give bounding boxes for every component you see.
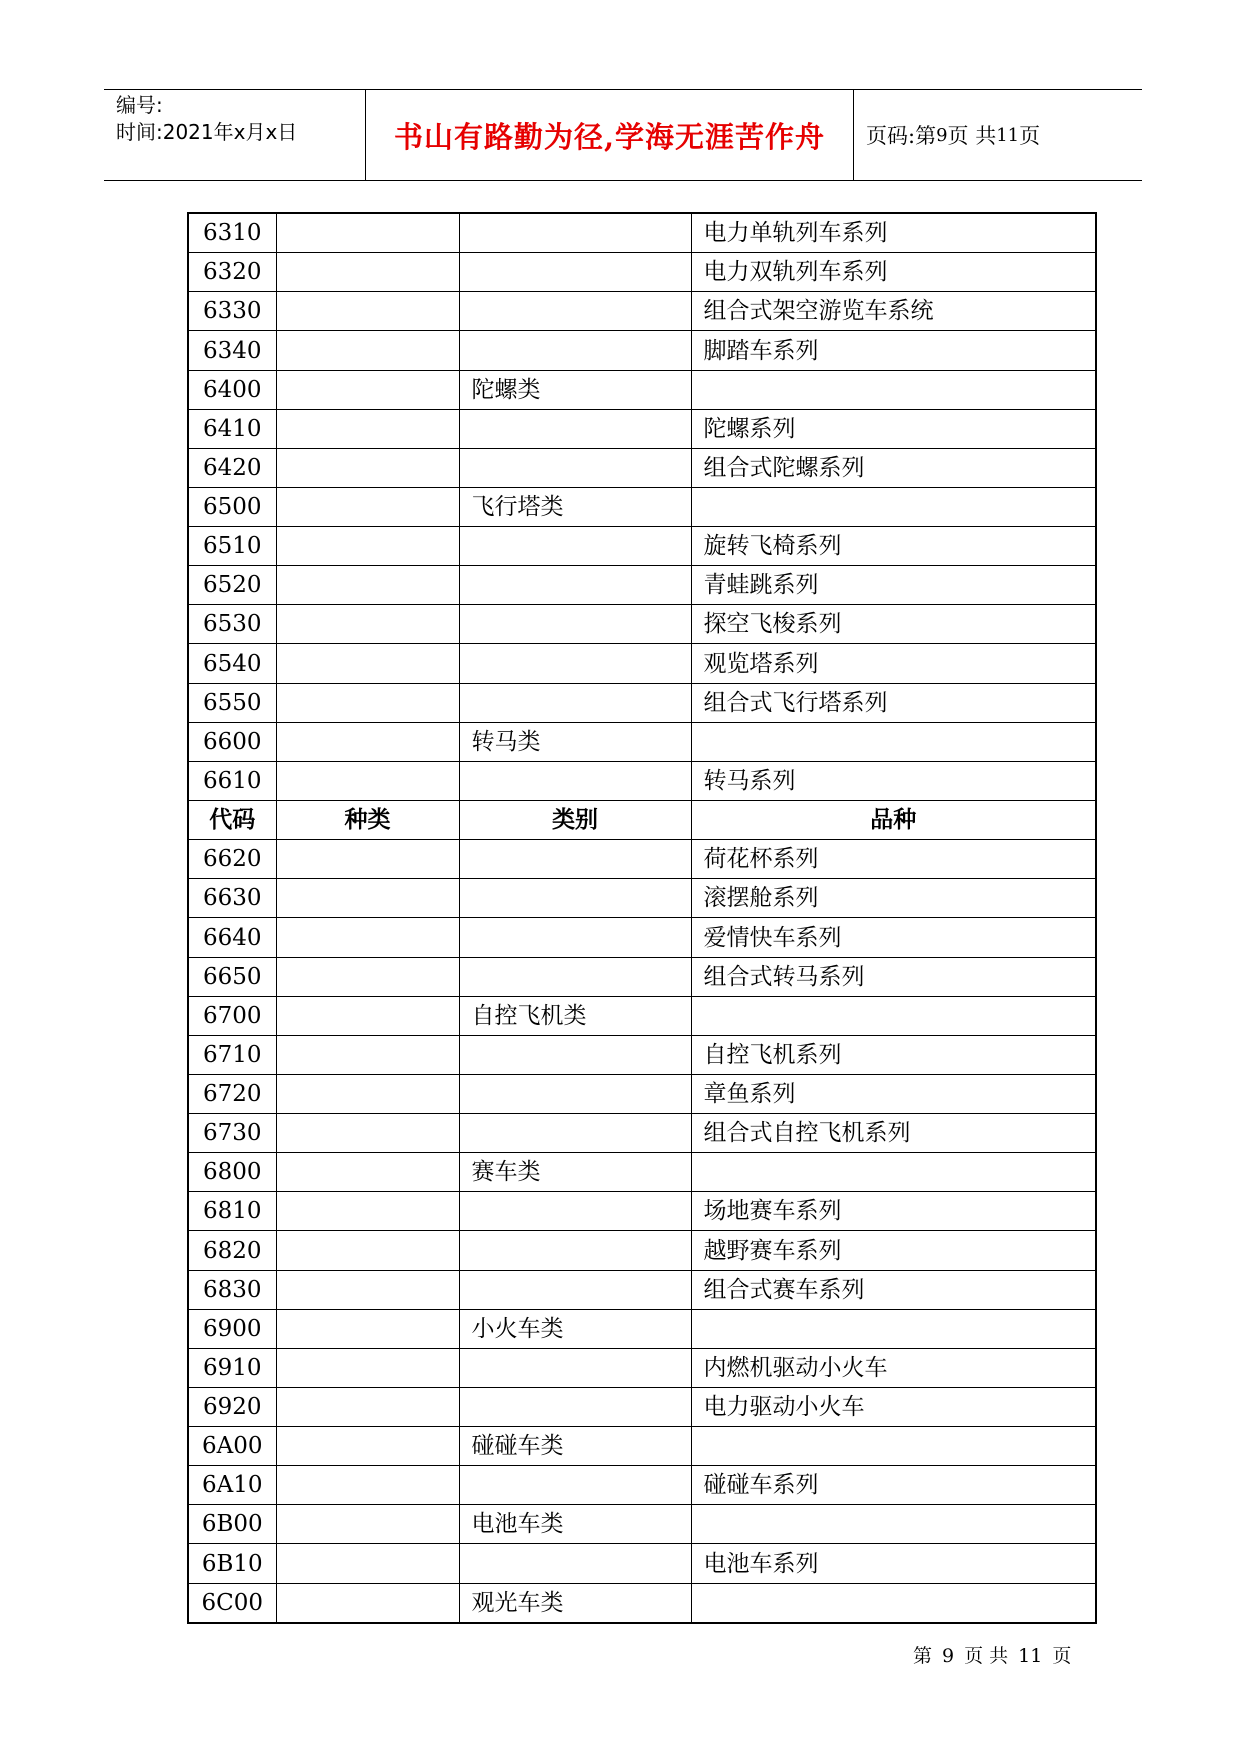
cell-code: 6820 — [188, 1231, 276, 1270]
cell-variety: 荷花杯系列 — [691, 840, 1096, 879]
cell-code: 6340 — [188, 331, 276, 370]
cell-variety: 场地赛车系列 — [691, 1192, 1096, 1231]
page-number: 9 — [936, 124, 948, 146]
cell-kind — [276, 996, 459, 1035]
cell-kind — [276, 1035, 459, 1074]
cell-code: 6400 — [188, 370, 276, 409]
table-header-row — [188, 801, 1096, 840]
cell-code: 6700 — [188, 996, 276, 1035]
cell-category — [459, 1387, 691, 1426]
footer-prefix: 第 — [913, 1645, 933, 1667]
cell-code: 6910 — [188, 1348, 276, 1387]
cell-code: 6650 — [188, 957, 276, 996]
cell-code: 6920 — [188, 1387, 276, 1426]
cell-code: 6A10 — [188, 1466, 276, 1505]
header-code: 代码 — [188, 801, 276, 840]
cell-code: 6B10 — [188, 1544, 276, 1583]
cell-kind — [276, 1583, 459, 1623]
cell-variety: 观览塔系列 — [691, 644, 1096, 683]
table-row — [188, 957, 1096, 996]
cell-kind — [276, 1192, 459, 1231]
cell-category — [459, 1114, 691, 1153]
cell-variety: 滚摆舱系列 — [691, 879, 1096, 918]
table-row — [188, 370, 1096, 409]
cell-variety — [691, 1153, 1096, 1192]
cell-category — [459, 761, 691, 800]
table-row — [188, 879, 1096, 918]
header-meta — [104, 90, 366, 180]
cell-variety: 章鱼系列 — [691, 1074, 1096, 1113]
cell-variety: 内燃机驱动小火车 — [691, 1348, 1096, 1387]
table-row — [188, 1466, 1096, 1505]
table-row — [188, 1387, 1096, 1426]
cell-code: 6640 — [188, 918, 276, 957]
cell-variety: 电力双轨列车系列 — [691, 253, 1096, 292]
cell-kind — [276, 761, 459, 800]
cell-kind — [276, 1387, 459, 1426]
cell-variety: 旋转飞椅系列 — [691, 527, 1096, 566]
cell-variety — [691, 487, 1096, 526]
cell-code: 6310 — [188, 213, 276, 253]
cell-category: 赛车类 — [459, 1153, 691, 1192]
cell-kind — [276, 448, 459, 487]
cell-category — [459, 409, 691, 448]
cell-code: 6540 — [188, 644, 276, 683]
footer-page-total: 11 — [1018, 1645, 1043, 1667]
cell-category: 陀螺类 — [459, 370, 691, 409]
table-row — [188, 1544, 1096, 1583]
cell-variety — [691, 1427, 1096, 1466]
cell-category — [459, 253, 691, 292]
cell-category — [459, 527, 691, 566]
cell-category: 观光车类 — [459, 1583, 691, 1623]
cell-category — [459, 1348, 691, 1387]
table-row — [188, 1074, 1096, 1113]
cell-kind — [276, 722, 459, 761]
cell-variety — [691, 996, 1096, 1035]
cell-kind — [276, 331, 459, 370]
cell-category — [459, 918, 691, 957]
cell-category — [459, 331, 691, 370]
cell-kind — [276, 1074, 459, 1113]
table-row — [188, 1583, 1096, 1623]
cell-code: 6A00 — [188, 1427, 276, 1466]
cell-kind — [276, 1153, 459, 1192]
cell-category — [459, 1231, 691, 1270]
cell-variety: 脚踏车系列 — [691, 331, 1096, 370]
cell-category — [459, 448, 691, 487]
cell-kind — [276, 683, 459, 722]
footer-suffix: 页 — [1052, 1645, 1072, 1667]
cell-variety: 探空飞梭系列 — [691, 605, 1096, 644]
table-row — [188, 1035, 1096, 1074]
cell-category — [459, 1192, 691, 1231]
cell-category — [459, 292, 691, 331]
motto: 书山有路勤为径,学海无涯苦作舟 — [366, 90, 854, 180]
table-row — [188, 1348, 1096, 1387]
header-page-indicator — [854, 90, 1142, 180]
cell-category: 飞行塔类 — [459, 487, 691, 526]
table-row — [188, 292, 1096, 331]
number-label: 编号: — [116, 93, 163, 117]
cell-kind — [276, 1270, 459, 1309]
table-row — [188, 409, 1096, 448]
cell-kind — [276, 918, 459, 957]
cell-category — [459, 213, 691, 253]
cell-code: 6710 — [188, 1035, 276, 1074]
cell-variety: 组合式陀螺系列 — [691, 448, 1096, 487]
cell-category — [459, 840, 691, 879]
table-row — [188, 722, 1096, 761]
cell-code: 6900 — [188, 1309, 276, 1348]
cell-category — [459, 1270, 691, 1309]
table-header-group — [188, 801, 1096, 840]
cell-kind — [276, 253, 459, 292]
cell-code: 6320 — [188, 253, 276, 292]
table-row — [188, 1427, 1096, 1466]
cell-kind — [276, 840, 459, 879]
cell-category: 转马类 — [459, 722, 691, 761]
cell-code: 6550 — [188, 683, 276, 722]
header-kind: 种类 — [276, 801, 459, 840]
cell-category — [459, 566, 691, 605]
cell-code: 6410 — [188, 409, 276, 448]
footer-mid: 页 共 — [964, 1645, 1009, 1667]
table-row — [188, 448, 1096, 487]
cell-code: 6510 — [188, 527, 276, 566]
table-row — [188, 1114, 1096, 1153]
cell-code: 6800 — [188, 1153, 276, 1192]
cell-variety: 陀螺系列 — [691, 409, 1096, 448]
cell-variety: 组合式转马系列 — [691, 957, 1096, 996]
page-suffix: 页 — [1019, 124, 1041, 148]
table-row — [188, 213, 1096, 253]
cell-category — [459, 1466, 691, 1505]
cell-code: 6600 — [188, 722, 276, 761]
page-prefix: 页码:第 — [866, 124, 937, 148]
cell-category — [459, 1544, 691, 1583]
cell-code: 6630 — [188, 879, 276, 918]
cell-variety: 电池车系列 — [691, 1544, 1096, 1583]
cell-variety: 转马系列 — [691, 761, 1096, 800]
table-row — [188, 487, 1096, 526]
cell-category: 电池车类 — [459, 1505, 691, 1544]
cell-variety: 组合式赛车系列 — [691, 1270, 1096, 1309]
cell-category — [459, 879, 691, 918]
header-variety: 品种 — [691, 801, 1096, 840]
cell-category — [459, 957, 691, 996]
cell-code: 6810 — [188, 1192, 276, 1231]
cell-variety: 组合式飞行塔系列 — [691, 683, 1096, 722]
page-header — [104, 89, 1142, 181]
cell-code: 6330 — [188, 292, 276, 331]
cell-kind — [276, 213, 459, 253]
table-row — [188, 1231, 1096, 1270]
cell-code: 6500 — [188, 487, 276, 526]
time-label: 时间:2021年x月x日 — [116, 120, 298, 144]
cell-variety: 电力单轨列车系列 — [691, 213, 1096, 253]
table-row — [188, 566, 1096, 605]
cell-kind — [276, 1466, 459, 1505]
cell-category: 自控飞机类 — [459, 996, 691, 1035]
cell-category — [459, 1035, 691, 1074]
cell-kind — [276, 644, 459, 683]
cell-code: 6730 — [188, 1114, 276, 1153]
table-row — [188, 1505, 1096, 1544]
table-row — [188, 253, 1096, 292]
table-row — [188, 1153, 1096, 1192]
cell-variety — [691, 1505, 1096, 1544]
table-row — [188, 527, 1096, 566]
cell-kind — [276, 879, 459, 918]
cell-code: 6610 — [188, 761, 276, 800]
cell-variety: 碰碰车系列 — [691, 1466, 1096, 1505]
table-body-after — [188, 840, 1096, 1623]
cell-kind — [276, 487, 459, 526]
cell-kind — [276, 527, 459, 566]
code-table — [187, 212, 1097, 1624]
page-footer — [908, 1641, 1076, 1668]
cell-code: 6C00 — [188, 1583, 276, 1623]
table-row — [188, 761, 1096, 800]
cell-variety: 爱情快车系列 — [691, 918, 1096, 957]
cell-category: 碰碰车类 — [459, 1427, 691, 1466]
cell-kind — [276, 409, 459, 448]
cell-category — [459, 605, 691, 644]
cell-variety — [691, 1309, 1096, 1348]
cell-code: 6620 — [188, 840, 276, 879]
cell-category — [459, 683, 691, 722]
cell-category — [459, 1074, 691, 1113]
cell-kind — [276, 1427, 459, 1466]
cell-kind — [276, 566, 459, 605]
cell-kind — [276, 1114, 459, 1153]
cell-variety: 组合式架空游览车系统 — [691, 292, 1096, 331]
cell-code: 6B00 — [188, 1505, 276, 1544]
cell-code: 6830 — [188, 1270, 276, 1309]
cell-kind — [276, 957, 459, 996]
cell-kind — [276, 292, 459, 331]
table-row — [188, 605, 1096, 644]
table-row — [188, 683, 1096, 722]
cell-category — [459, 644, 691, 683]
cell-code: 6520 — [188, 566, 276, 605]
header-category: 类别 — [459, 801, 691, 840]
table-row — [188, 918, 1096, 957]
cell-variety — [691, 1583, 1096, 1623]
table-row — [188, 1270, 1096, 1309]
cell-category: 小火车类 — [459, 1309, 691, 1348]
table-row — [188, 331, 1096, 370]
page-total: 11 — [996, 124, 1020, 146]
cell-variety: 电力驱动小火车 — [691, 1387, 1096, 1426]
cell-variety — [691, 722, 1096, 761]
footer-page-number: 9 — [942, 1645, 955, 1667]
cell-kind — [276, 1544, 459, 1583]
page-mid: 页 共 — [947, 124, 997, 148]
cell-variety: 自控飞机系列 — [691, 1035, 1096, 1074]
cell-code: 6420 — [188, 448, 276, 487]
cell-code: 6720 — [188, 1074, 276, 1113]
table-row — [188, 996, 1096, 1035]
table-row — [188, 1192, 1096, 1231]
cell-kind — [276, 1348, 459, 1387]
cell-variety: 组合式自控飞机系列 — [691, 1114, 1096, 1153]
cell-kind — [276, 1231, 459, 1270]
cell-variety: 越野赛车系列 — [691, 1231, 1096, 1270]
cell-variety: 青蛙跳系列 — [691, 566, 1096, 605]
cell-kind — [276, 1309, 459, 1348]
table-row — [188, 840, 1096, 879]
table-row — [188, 1309, 1096, 1348]
cell-kind — [276, 1505, 459, 1544]
table-body-before — [188, 213, 1096, 801]
cell-code: 6530 — [188, 605, 276, 644]
cell-variety — [691, 370, 1096, 409]
cell-kind — [276, 370, 459, 409]
table-row — [188, 644, 1096, 683]
cell-kind — [276, 605, 459, 644]
